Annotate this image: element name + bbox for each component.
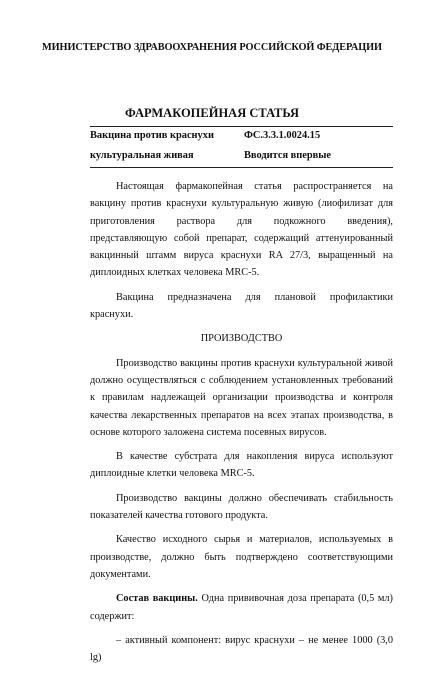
paragraph-active-component: – активный компонент: вирус краснухи – не менее 1000 (3,0 lg) — [90, 634, 393, 664]
paragraph-production-requirements: Производство вакцины против краснухи культуральной живой должно осуществляться с соблюдением установленных требований к правилам надлежащей организации производства и контроля качества лекарственных препаратов на всех этапах производства, в основе которого заложена система посевных вирусов. — [90, 357, 393, 438]
article-code: ФС.3.3.1.0024.15 — [244, 130, 321, 141]
paragraph-substrate: В качестве субстрата для накопления вируса используют диплоидные клетки человека MRC-5. — [90, 451, 393, 480]
section-heading-production: ПРОИЗВОДСТВО — [200, 333, 283, 345]
article-name — [90, 126, 214, 166]
header-rule-bottom — [90, 167, 393, 168]
paragraph-stability: Производство вакцины должно обеспечивать стабильность показателей качества готового продукта. — [90, 492, 393, 522]
article-name-line1: Вакцина против краснухи — [90, 130, 214, 141]
paragraph-scope: Настоящая фармакопейная статья распространяется на вакцину против краснухи культуральную живую (лиофилизат для приготовления раствора для подкожного введения), представляющую собой препарат, содержащий аттенуированный вакцинный штамм вируса краснухи RA 27/3, выращенный на диплоидных клетках человека MRC-5. — [90, 181, 393, 279]
article-name-line2: культуральная живая — [90, 150, 194, 161]
paragraph-purpose: Вакцина предназначена для плановой профилактики краснухи. — [90, 291, 393, 321]
paragraph-raw-materials: Качество исходного сырья и материалов, используемых в производстве, должно быть подтверждено соответствующими документами. — [90, 534, 393, 580]
article-meta — [244, 126, 331, 166]
article-body — [90, 178, 393, 673]
ministry-heading: МИНИСТЕРСТВО ЗДРАВООХРАНЕНИЯ РОССИЙСКОЙ ФЕДЕРАЦИИ — [42, 42, 382, 53]
paragraph-composition — [90, 590, 393, 625]
document-type-title: ФАРМАКОПЕЙНАЯ СТАТЬЯ — [125, 106, 299, 120]
composition-label: Состав вакцины. — [116, 593, 198, 605]
composition-text: Одна прививочная доза препарата (0,5 мл) содержит: — [90, 593, 393, 622]
article-status: Вводится впервые — [244, 150, 331, 161]
